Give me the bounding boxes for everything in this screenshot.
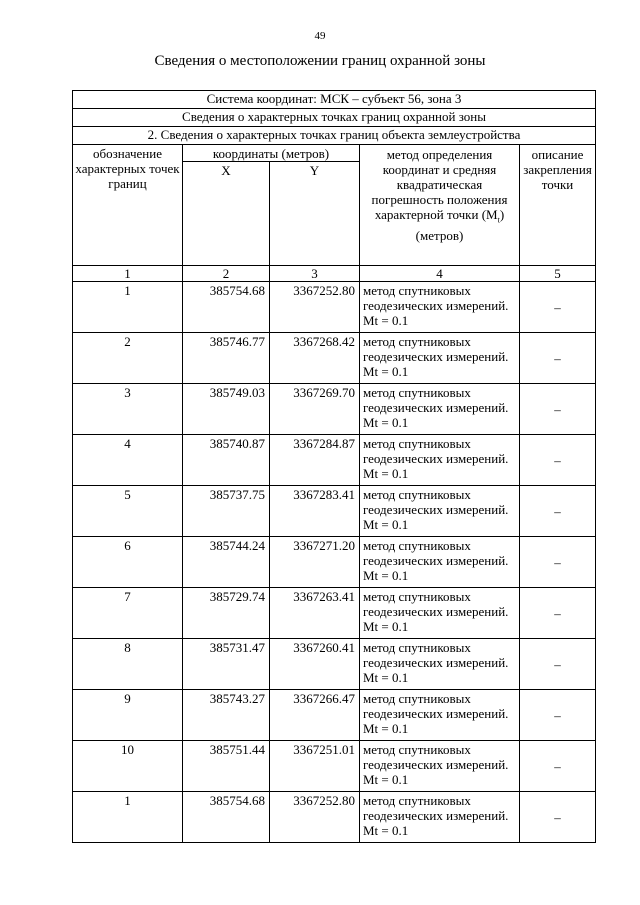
point-id: 2	[73, 333, 183, 384]
method-text: метод спутниковых геодезических измерений. Mt = 0.1	[360, 282, 520, 333]
coordinate-x: 385754.68	[183, 792, 270, 843]
coordinate-y: 3367271.20	[270, 537, 360, 588]
fixing-description: –	[520, 486, 596, 537]
table-row	[73, 690, 596, 741]
coordinate-y: 3367251.01	[270, 741, 360, 792]
coordinate-y: 3367284.87	[270, 435, 360, 486]
point-id: 3	[73, 384, 183, 435]
fixing-description: –	[520, 792, 596, 843]
coordinate-y: 3367266.47	[270, 690, 360, 741]
points-caption-row: Сведения о характерных точках границ охранной зоны	[73, 109, 596, 127]
table-row	[73, 537, 596, 588]
fixing-description: –	[520, 639, 596, 690]
fixing-description: –	[520, 384, 596, 435]
fixing-description: –	[520, 690, 596, 741]
coordinate-x: 385754.68	[183, 282, 270, 333]
method-text: метод спутниковых геодезических измерений. Mt = 0.1	[360, 435, 520, 486]
method-text: метод спутниковых геодезических измерений. Mt = 0.1	[360, 384, 520, 435]
method-text: метод спутниковых геодезических измерений. Mt = 0.1	[360, 588, 520, 639]
boundary-points-table	[72, 90, 596, 843]
table-row	[73, 588, 596, 639]
point-id: 10	[73, 741, 183, 792]
point-id: 5	[73, 486, 183, 537]
table-row	[73, 333, 596, 384]
header-y: Y	[270, 162, 360, 266]
header-description: описание закрепления точки	[520, 145, 596, 266]
coordinate-x: 385746.77	[183, 333, 270, 384]
table-row	[73, 384, 596, 435]
table-row	[73, 741, 596, 792]
point-id: 7	[73, 588, 183, 639]
coordinate-y: 3367252.80	[270, 282, 360, 333]
coordinate-y: 3367260.41	[270, 639, 360, 690]
table-row	[73, 639, 596, 690]
fixing-description: –	[520, 588, 596, 639]
method-text: метод спутниковых геодезических измерений. Mt = 0.1	[360, 333, 520, 384]
header-method-text: метод определения координат и средняя квадратическая погрешность положения характерной точки (M	[371, 147, 508, 222]
table-row	[73, 282, 596, 333]
coordinate-x: 385749.03	[183, 384, 270, 435]
table-row	[73, 435, 596, 486]
coordinate-x: 385743.27	[183, 690, 270, 741]
coordinate-y: 3367252.80	[270, 792, 360, 843]
header-method-tail: ) (метров)	[415, 207, 505, 243]
point-id: 8	[73, 639, 183, 690]
point-id: 1	[73, 282, 183, 333]
fixing-description: –	[520, 741, 596, 792]
coordinate-x: 385737.75	[183, 486, 270, 537]
page-number: 49	[314, 30, 326, 42]
coordinate-y: 3367268.42	[270, 333, 360, 384]
fixing-description: –	[520, 333, 596, 384]
column-number: 3	[270, 266, 360, 282]
method-text: метод спутниковых геодезических измерений. Mt = 0.1	[360, 639, 520, 690]
section-caption-row: 2. Сведения о характерных точках границ объекта землеустройства	[73, 127, 596, 145]
coordinate-x: 385740.87	[183, 435, 270, 486]
table-row	[73, 486, 596, 537]
coordinate-x: 385731.47	[183, 639, 270, 690]
point-id: 9	[73, 690, 183, 741]
coordinate-x: 385729.74	[183, 588, 270, 639]
fixing-description: –	[520, 282, 596, 333]
method-text: метод спутниковых геодезических измерений. Mt = 0.1	[360, 537, 520, 588]
table-row	[73, 792, 596, 843]
header-method-subscript: t	[497, 215, 500, 225]
coordinate-x: 385751.44	[183, 741, 270, 792]
coordinate-y: 3367263.41	[270, 588, 360, 639]
header-coordinates: координаты (метров)	[183, 145, 360, 162]
header-method	[360, 145, 520, 266]
method-text: метод спутниковых геодезических измерений. Mt = 0.1	[360, 792, 520, 843]
coordinate-system-row: Система координат: МСК – субъект 56, зона 3	[73, 91, 596, 109]
point-id: 6	[73, 537, 183, 588]
column-number: 2	[183, 266, 270, 282]
column-numbers-row	[73, 266, 596, 282]
point-id: 1	[73, 792, 183, 843]
column-number: 1	[73, 266, 183, 282]
column-number: 5	[520, 266, 596, 282]
coordinate-y: 3367269.70	[270, 384, 360, 435]
column-number: 4	[360, 266, 520, 282]
fixing-description: –	[520, 537, 596, 588]
document-title: Сведения о местоположении границ охранной зоны	[154, 53, 486, 69]
fixing-description: –	[520, 435, 596, 486]
coordinate-y: 3367283.41	[270, 486, 360, 537]
point-id: 4	[73, 435, 183, 486]
coordinate-x: 385744.24	[183, 537, 270, 588]
header-point-designation: обозначение характерных точек границ	[73, 145, 183, 266]
method-text: метод спутниковых геодезических измерений. Mt = 0.1	[360, 690, 520, 741]
header-x: X	[183, 162, 270, 266]
method-text: метод спутниковых геодезических измерений. Mt = 0.1	[360, 486, 520, 537]
method-text: метод спутниковых геодезических измерений. Mt = 0.1	[360, 741, 520, 792]
